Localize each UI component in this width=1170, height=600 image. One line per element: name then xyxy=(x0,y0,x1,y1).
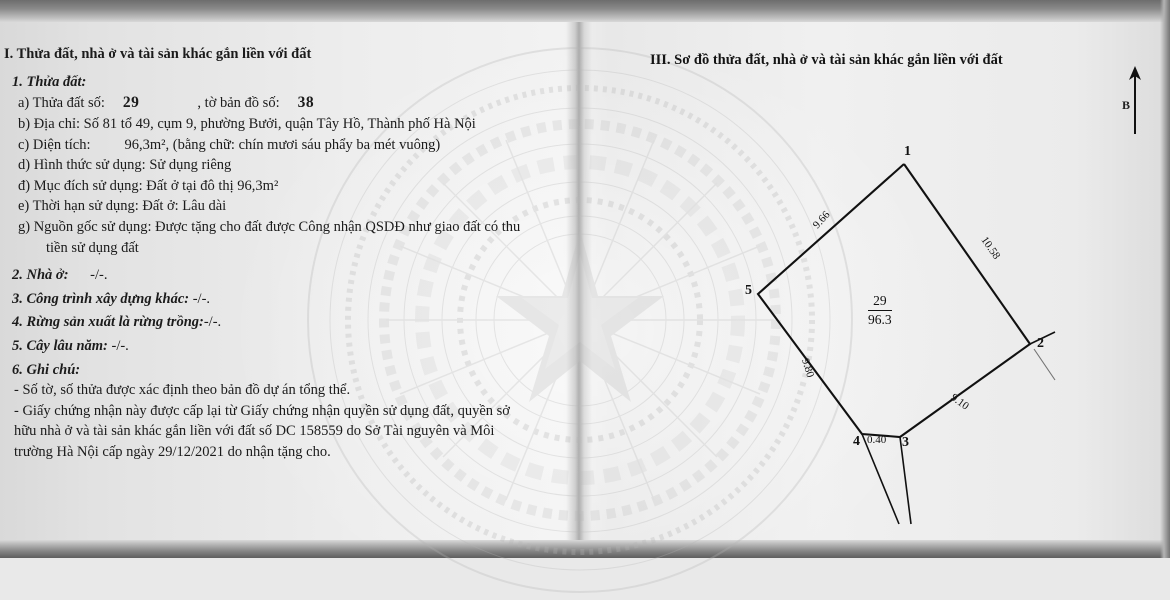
field-area-value: 96,3m², (bằng chữ: chín mươi sáu phẩy ba mét vuông) xyxy=(124,136,441,153)
corner-label-5: 5 xyxy=(745,283,752,298)
subsection-5-label: 5. Cây lâu năm: xyxy=(12,337,108,354)
field-use-form-label: d) Hình thức sử dụng: xyxy=(18,157,146,174)
section-title-I: I. Thửa đất, nhà ở và tài sản khác gắn liền với đất xyxy=(4,46,312,62)
north-arrow-label: B xyxy=(1122,98,1131,112)
parcel-area-value: 96.3 xyxy=(868,311,892,327)
field-address-value: Số 81 tổ 49, cụm 9, phường Bưởi, quận Tây Hồ, Thành phố Hà Nội xyxy=(83,116,476,133)
note-line-2: - Giấy chứng nhận này được cấp lại từ Giấy chứng nhận quyền sử dụng đất, quyền sở xyxy=(14,402,510,419)
field-map-sheet-label: , tờ bản đồ số: xyxy=(197,95,280,112)
parcel-id-area-block xyxy=(868,293,892,327)
field-address xyxy=(0,114,560,135)
field-origin-value: Được tặng cho đất được Công nhận QSDĐ như giao đất có thu xyxy=(155,219,521,236)
corner-label-4: 4 xyxy=(853,434,860,449)
subsection-4 xyxy=(0,312,560,333)
field-use-form xyxy=(0,155,560,176)
note-line-3: hữu nhà ở và tài sản khác gắn liền với đất số DC 158559 do Sở Tài nguyên và Môi xyxy=(14,423,495,440)
field-use-form-value: Sử dụng riêng xyxy=(149,157,232,174)
right-map-column xyxy=(600,44,1170,544)
field-parcel-number-label: a) Thửa đất số: xyxy=(18,95,105,112)
subsection-5 xyxy=(0,336,560,357)
subsection-6-heading: 6. Ghi chú: xyxy=(12,361,81,378)
field-area-label: c) Diện tích: xyxy=(18,136,91,153)
field-parcel-number-value: 29 xyxy=(122,94,140,112)
corner-label-2: 2 xyxy=(1037,336,1044,351)
subsection-2-label: 2. Nhà ở: xyxy=(12,267,69,284)
field-use-purpose xyxy=(0,176,560,197)
field-parcel-number xyxy=(0,92,560,114)
subsection-3-value: -/-. xyxy=(192,290,211,307)
subsection-2-value: -/-. xyxy=(90,267,108,284)
field-use-purpose-label: đ) Mục đích sử dụng: xyxy=(18,177,143,194)
subsection-3 xyxy=(0,289,560,310)
dimension-label-9-80: 9.80 xyxy=(798,356,817,380)
field-map-sheet-value: 38 xyxy=(297,94,315,112)
corner-label-3: 3 xyxy=(902,435,909,450)
subsection-5-value: -/-. xyxy=(111,337,129,354)
note-line-1: - Số tờ, số thửa được xác định theo bản đồ dự án tổng thể. xyxy=(14,382,351,399)
section-title-III: III. Sơ đồ thửa đất, nhà ở và tài sản khác gắn liền với đất xyxy=(650,52,1003,68)
dimension-label-10-58: 10.58 xyxy=(978,234,1003,262)
page-fold xyxy=(566,22,592,540)
field-address-label: b) Địa chỉ: xyxy=(18,116,81,133)
field-use-term xyxy=(0,196,560,217)
parcel-id-value: 29 xyxy=(868,293,892,311)
subsection-1-heading: 1. Thửa đất: xyxy=(12,73,87,90)
field-use-term-value: Đất ở: Lâu dài xyxy=(142,198,227,215)
subsection-3-label: 3. Công trình xây dựng khác: xyxy=(12,290,190,307)
field-origin-value-cont: tiền sử dụng đất xyxy=(46,239,139,256)
field-use-purpose-value: Đất ở tại đô thị 96,3m² xyxy=(146,177,279,194)
field-use-term-label: e) Thời hạn sử dụng: xyxy=(18,198,139,215)
subsection-2 xyxy=(0,265,560,286)
dimension-label-9-66: 9.66 xyxy=(810,208,833,232)
corner-label-1: 1 xyxy=(904,144,911,159)
field-origin xyxy=(0,217,560,238)
note-line-4: trường Hà Nội cấp ngày 29/12/2021 do nhận tặng cho. xyxy=(14,443,331,460)
dimension-label-0-40: 0.40 xyxy=(867,434,887,446)
subsection-4-value: -/-. xyxy=(203,314,222,331)
field-area xyxy=(0,135,560,156)
dimension-label-9-10: 9.10 xyxy=(948,391,971,413)
left-text-column xyxy=(0,44,560,462)
scan-edge-top xyxy=(0,0,1170,22)
subsection-4-label: 4. Rừng sản xuất là rừng trồng: xyxy=(12,314,204,331)
field-origin-label: g) Nguồn gốc sử dụng: xyxy=(18,219,152,236)
